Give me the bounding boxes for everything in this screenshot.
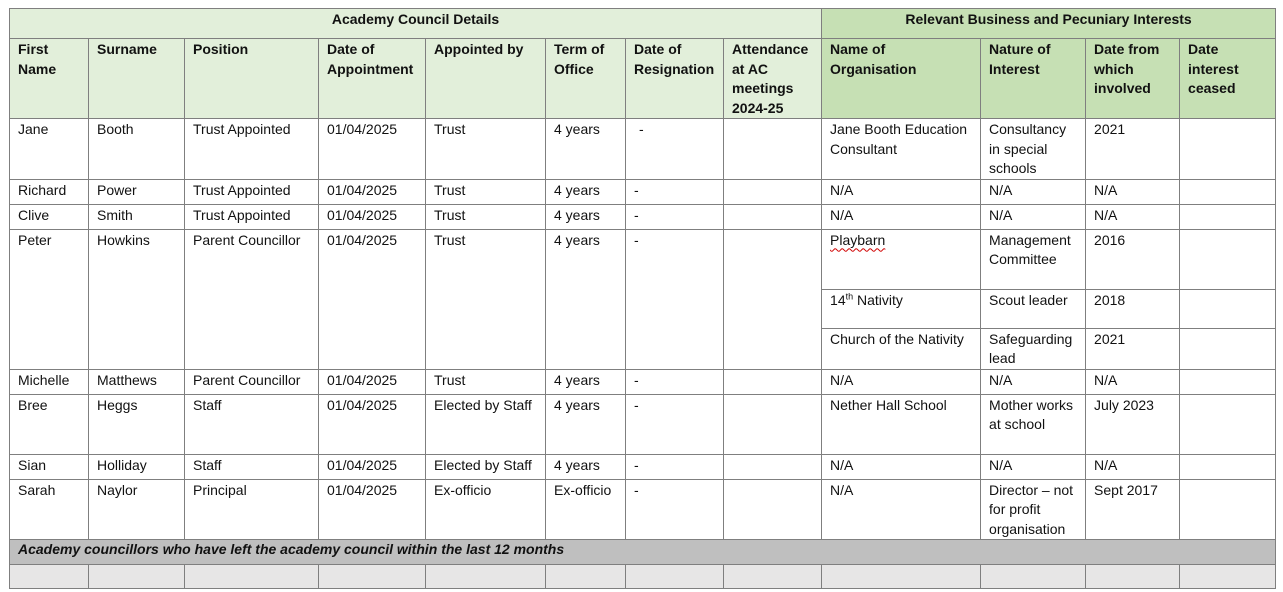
empty-cell	[1180, 565, 1276, 589]
position-cell: Principal	[185, 479, 319, 540]
attendance-cell	[724, 179, 822, 204]
appointed-by-cell: Trust	[426, 204, 546, 229]
attendance-cell	[724, 119, 822, 180]
first-name-cell: Jane	[10, 119, 89, 180]
organisation-cell: Nether Hall School	[822, 394, 981, 454]
term-cell: 4 years	[546, 179, 626, 204]
appointed-by-cell: Trust	[426, 369, 546, 394]
date-of-appointment-cell: 01/04/2025	[319, 179, 426, 204]
date-ceased-cell	[1180, 289, 1276, 328]
col-header-nature-of-interest: Nature of Interest	[981, 39, 1086, 119]
date-from-cell: 2021	[1086, 119, 1180, 180]
nature-cell: N/A	[981, 204, 1086, 229]
position-cell: Trust Appointed	[185, 119, 319, 180]
ordinal-suffix: th	[845, 290, 854, 301]
col-header-first-name: First Name	[10, 39, 89, 119]
date-ceased-cell	[1180, 204, 1276, 229]
col-header-appointed-by: Appointed by	[426, 39, 546, 119]
col-header-date-of-resignation: Date of Resignation	[626, 39, 724, 119]
attendance-cell	[724, 369, 822, 394]
surname-cell: Howkins	[89, 229, 185, 369]
appointed-by-cell: Trust	[426, 229, 546, 369]
col-header-name-of-organisation: Name of Organisation	[822, 39, 981, 119]
section-header-row	[10, 9, 1276, 39]
empty-table-row	[10, 565, 1276, 589]
organisation-number: 14	[830, 291, 846, 308]
date-of-appointment-cell: 01/04/2025	[319, 229, 426, 369]
academy-council-table	[9, 8, 1276, 589]
position-cell: Trust Appointed	[185, 179, 319, 204]
position-cell: Staff	[185, 394, 319, 454]
first-name-cell: Sian	[10, 454, 89, 479]
date-from-cell: July 2023	[1086, 394, 1180, 454]
resignation-cell: -	[626, 204, 724, 229]
surname-cell: Matthews	[89, 369, 185, 394]
date-of-appointment-cell: 01/04/2025	[319, 479, 426, 540]
nature-cell: Safeguarding lead	[981, 328, 1086, 369]
surname-cell: Heggs	[89, 394, 185, 454]
first-name-cell: Michelle	[10, 369, 89, 394]
nature-cell: Consultancy in special schools	[981, 119, 1086, 180]
surname-cell: Power	[89, 179, 185, 204]
first-name-cell: Sarah	[10, 479, 89, 540]
nature-cell: Mother works at school	[981, 394, 1086, 454]
date-from-cell: N/A	[1086, 204, 1180, 229]
resignation-cell: -	[626, 229, 724, 369]
surname-cell: Booth	[89, 119, 185, 180]
date-ceased-cell	[1180, 394, 1276, 454]
position-cell: Parent Councillor	[185, 369, 319, 394]
position-cell: Parent Councillor	[185, 229, 319, 369]
table-row	[10, 479, 1276, 540]
table-row	[10, 119, 1276, 180]
date-ceased-cell	[1180, 229, 1276, 289]
term-cell: 4 years	[546, 229, 626, 369]
nature-cell: Director – not for profit organisation	[981, 479, 1086, 540]
academy-council-details-heading: Academy Council Details	[10, 9, 822, 39]
appointed-by-cell: Ex-officio	[426, 479, 546, 540]
nature-cell: Scout leader	[981, 289, 1086, 328]
column-header-row	[10, 39, 1276, 119]
attendance-cell	[724, 204, 822, 229]
appointed-by-cell: Elected by Staff	[426, 454, 546, 479]
organisation-cell: Church of the Nativity	[822, 328, 981, 369]
date-of-appointment-cell: 01/04/2025	[319, 454, 426, 479]
table-row	[10, 394, 1276, 454]
organisation-cell: N/A	[822, 454, 981, 479]
resignation-cell: -	[626, 454, 724, 479]
appointed-by-cell: Trust	[426, 179, 546, 204]
col-header-attendance: Attendance at AC meetings 2024-25	[724, 39, 822, 119]
date-of-appointment-cell: 01/04/2025	[319, 369, 426, 394]
table-row	[10, 369, 1276, 394]
date-ceased-cell	[1180, 179, 1276, 204]
resignation-cell: -	[626, 369, 724, 394]
organisation-name: Nativity	[853, 291, 903, 308]
col-header-date-ceased: Date interest ceased	[1180, 39, 1276, 119]
organisation-cell	[822, 229, 981, 289]
date-of-appointment-cell: 01/04/2025	[319, 119, 426, 180]
empty-cell	[426, 565, 546, 589]
nature-cell: N/A	[981, 179, 1086, 204]
empty-cell	[10, 565, 89, 589]
date-from-cell: 2021	[1086, 328, 1180, 369]
nature-cell: Management Committee	[981, 229, 1086, 289]
first-name-cell: Richard	[10, 179, 89, 204]
left-councillors-heading: Academy councillors who have left the academy council within the last 12 months	[10, 540, 1276, 565]
resignation-cell: -	[626, 179, 724, 204]
empty-cell	[546, 565, 626, 589]
appointed-by-cell: Trust	[426, 119, 546, 180]
date-from-cell: N/A	[1086, 369, 1180, 394]
table-row	[10, 179, 1276, 204]
term-cell: 4 years	[546, 119, 626, 180]
organisation-cell: N/A	[822, 204, 981, 229]
term-cell: 4 years	[546, 454, 626, 479]
date-ceased-cell	[1180, 119, 1276, 180]
surname-cell: Holliday	[89, 454, 185, 479]
empty-cell	[319, 565, 426, 589]
nature-cell: N/A	[981, 369, 1086, 394]
empty-cell	[981, 565, 1086, 589]
empty-cell	[1086, 565, 1180, 589]
empty-cell	[89, 565, 185, 589]
attendance-cell	[724, 229, 822, 369]
term-cell: 4 years	[546, 394, 626, 454]
organisation-cell: N/A	[822, 479, 981, 540]
date-ceased-cell	[1180, 479, 1276, 540]
attendance-cell	[724, 479, 822, 540]
resignation-cell: -	[626, 394, 724, 454]
resignation-cell: -	[626, 479, 724, 540]
position-cell: Trust Appointed	[185, 204, 319, 229]
table-row	[10, 204, 1276, 229]
empty-cell	[626, 565, 724, 589]
table-row	[10, 229, 1276, 289]
date-of-appointment-cell: 01/04/2025	[319, 204, 426, 229]
organisation-cell	[822, 289, 981, 328]
empty-cell	[822, 565, 981, 589]
empty-cell	[185, 565, 319, 589]
date-from-cell: 2018	[1086, 289, 1180, 328]
col-header-position: Position	[185, 39, 319, 119]
business-interests-heading: Relevant Business and Pecuniary Interests	[822, 9, 1276, 39]
date-from-cell: N/A	[1086, 179, 1180, 204]
term-cell: Ex-officio	[546, 479, 626, 540]
position-cell: Staff	[185, 454, 319, 479]
surname-cell: Naylor	[89, 479, 185, 540]
organisation-cell: N/A	[822, 179, 981, 204]
left-councillors-row	[10, 540, 1276, 565]
resignation-cell: -	[626, 119, 724, 180]
date-from-cell: 2016	[1086, 229, 1180, 289]
nature-cell: N/A	[981, 454, 1086, 479]
col-header-date-of-appointment: Date of Appointment	[319, 39, 426, 119]
col-header-date-from: Date from which involved	[1086, 39, 1180, 119]
date-of-appointment-cell: 01/04/2025	[319, 394, 426, 454]
col-header-term-of-office: Term of Office	[546, 39, 626, 119]
first-name-cell: Bree	[10, 394, 89, 454]
date-ceased-cell	[1180, 328, 1276, 369]
date-from-cell: N/A	[1086, 454, 1180, 479]
empty-cell	[724, 565, 822, 589]
organisation-cell: N/A	[822, 369, 981, 394]
surname-cell: Smith	[89, 204, 185, 229]
term-cell: 4 years	[546, 204, 626, 229]
attendance-cell	[724, 394, 822, 454]
first-name-cell: Clive	[10, 204, 89, 229]
attendance-cell	[724, 454, 822, 479]
date-from-cell: Sept 2017	[1086, 479, 1180, 540]
organisation-name: Playbarn	[830, 231, 886, 248]
date-ceased-cell	[1180, 369, 1276, 394]
col-header-surname: Surname	[89, 39, 185, 119]
table-row	[10, 454, 1276, 479]
organisation-cell: Jane Booth Education Consultant	[822, 119, 981, 180]
first-name-cell: Peter	[10, 229, 89, 369]
term-cell: 4 years	[546, 369, 626, 394]
date-ceased-cell	[1180, 454, 1276, 479]
appointed-by-cell: Elected by Staff	[426, 394, 546, 454]
